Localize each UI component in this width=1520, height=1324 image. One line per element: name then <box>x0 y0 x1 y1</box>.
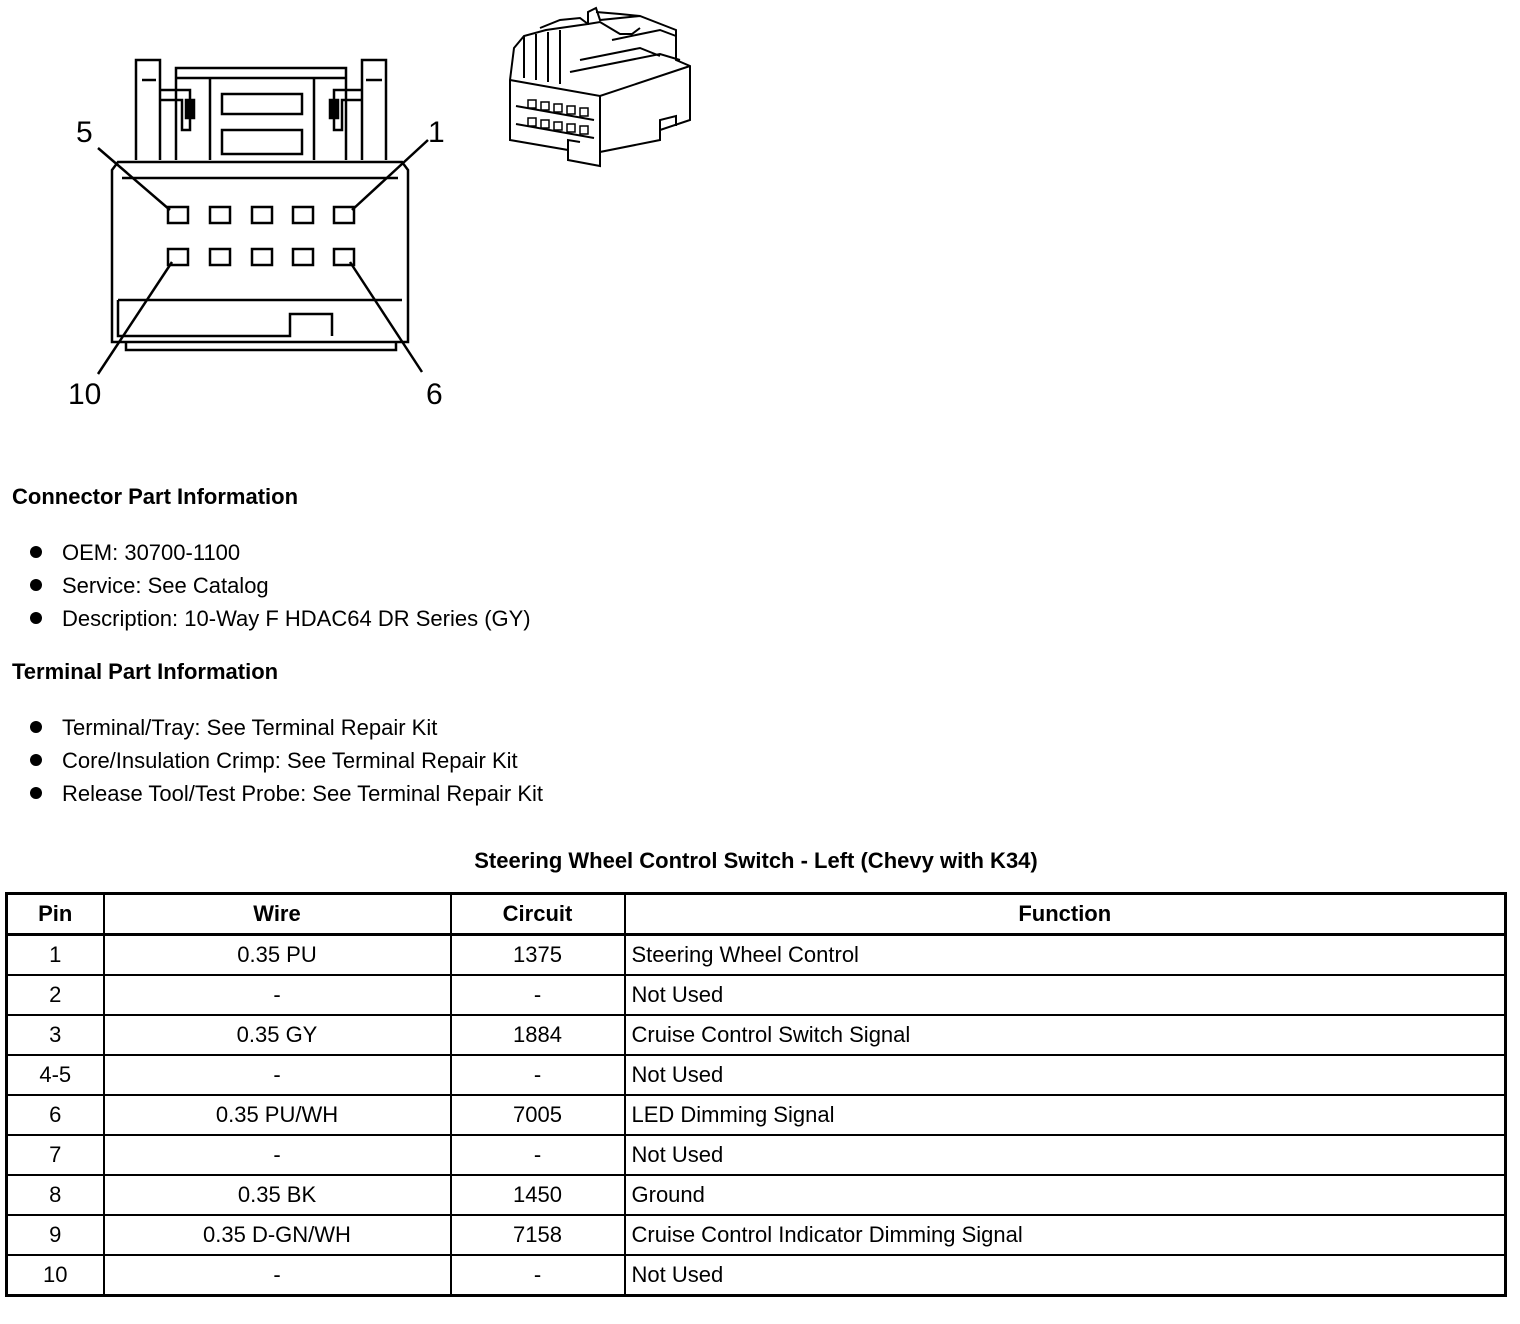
cell-pin: 7 <box>7 1135 104 1175</box>
list-item <box>30 602 531 635</box>
cell-wire: 0.35 D-GN/WH <box>104 1215 451 1255</box>
list-item-text: Description: 10-Way F HDAC64 DR Series (GY) <box>62 606 531 631</box>
list-item-text: Core/Insulation Crimp: See Terminal Repair Kit <box>62 748 518 773</box>
cell-pin: 8 <box>7 1175 104 1215</box>
table-row <box>7 1055 1506 1095</box>
list-item <box>30 777 543 810</box>
terminal-info-list <box>30 711 543 810</box>
connector-face-body <box>112 162 408 350</box>
cell-pin: 9 <box>7 1215 104 1255</box>
connector-info-heading: Connector Part Information <box>12 484 299 509</box>
cell-circuit: - <box>451 975 625 1015</box>
cell-wire: 0.35 PU/WH <box>104 1095 451 1135</box>
cell-function: Ground <box>625 1175 1506 1215</box>
cell-pin: 3 <box>7 1015 104 1055</box>
cell-pin: 10 <box>7 1255 104 1296</box>
callout-pin-10: 10 <box>68 378 102 411</box>
cell-function: Steering Wheel Control <box>625 935 1506 976</box>
cell-circuit: 1450 <box>451 1175 625 1215</box>
connector-info-list <box>30 536 531 635</box>
list-item-text: Terminal/Tray: See Terminal Repair Kit <box>62 715 438 740</box>
connector-face-latch <box>136 60 386 160</box>
bullet-icon <box>30 787 42 799</box>
bullet-icon <box>30 612 42 624</box>
list-item <box>30 569 531 602</box>
column-header-circuit: Circuit <box>451 894 625 935</box>
table-row <box>7 1215 1506 1255</box>
cell-function: LED Dimming Signal <box>625 1095 1506 1135</box>
cell-circuit: - <box>451 1055 625 1095</box>
table-row <box>7 1135 1506 1175</box>
bullet-icon <box>30 546 42 558</box>
cavity-pin-2 <box>293 207 313 223</box>
callout-pin-1: 1 <box>428 116 445 149</box>
cell-function: Cruise Control Switch Signal <box>625 1015 1506 1055</box>
cavity-pin-1 <box>334 207 354 223</box>
table-header-row <box>7 894 1506 935</box>
table-row <box>7 935 1506 976</box>
list-item-text: Service: See Catalog <box>62 573 269 598</box>
cell-wire: 0.35 GY <box>104 1015 451 1055</box>
cavity-pin-8 <box>252 249 272 265</box>
cavity-pin-9 <box>210 249 230 265</box>
cell-pin: 6 <box>7 1095 104 1135</box>
callout-pin-6: 6 <box>426 378 443 411</box>
cell-circuit: - <box>451 1135 625 1175</box>
bullet-icon <box>30 721 42 733</box>
cell-circuit: 7158 <box>451 1215 625 1255</box>
cell-wire: - <box>104 1135 451 1175</box>
connector-diagram <box>0 0 720 430</box>
connector-isometric-illustration <box>510 8 690 166</box>
column-header-pin: Pin <box>7 894 104 935</box>
cavity-pin-5 <box>168 207 188 223</box>
pin-leader-lines <box>98 140 428 374</box>
list-item-text: OEM: 30700-1100 <box>62 540 241 565</box>
cell-wire: - <box>104 975 451 1015</box>
cell-wire: 0.35 PU <box>104 935 451 976</box>
cell-pin: 1 <box>7 935 104 976</box>
table-row <box>7 1255 1506 1296</box>
terminal-info-heading: Terminal Part Information <box>12 659 279 684</box>
callout-pin-5: 5 <box>76 116 93 149</box>
cell-circuit: - <box>451 1255 625 1296</box>
list-item <box>30 536 531 569</box>
cell-circuit: 1884 <box>451 1015 625 1055</box>
list-item <box>30 711 543 744</box>
pin-cavities-bottom-row <box>168 249 354 265</box>
cell-wire: - <box>104 1055 451 1095</box>
cell-wire: - <box>104 1255 451 1296</box>
bullet-icon <box>30 754 42 766</box>
table-row <box>7 1095 1506 1135</box>
cell-pin: 2 <box>7 975 104 1015</box>
cell-function: Cruise Control Indicator Dimming Signal <box>625 1215 1506 1255</box>
cell-pin: 4-5 <box>7 1055 104 1095</box>
cavity-pin-4 <box>210 207 230 223</box>
list-item <box>30 744 543 777</box>
cell-function: Not Used <box>625 975 1506 1015</box>
cell-function: Not Used <box>625 1135 1506 1175</box>
cavity-pin-7 <box>293 249 313 265</box>
bullet-icon <box>30 579 42 591</box>
column-header-function: Function <box>625 894 1506 935</box>
column-header-wire: Wire <box>104 894 451 935</box>
pinout-table-title: Steering Wheel Control Switch - Left (Chevy with K34) <box>474 848 1038 873</box>
pin-cavities-top-row <box>168 207 354 223</box>
list-item-text: Release Tool/Test Probe: See Terminal Repair Kit <box>62 781 543 806</box>
pinout-table <box>5 892 1507 1297</box>
cavity-pin-3 <box>252 207 272 223</box>
cell-circuit: 1375 <box>451 935 625 976</box>
cell-circuit: 7005 <box>451 1095 625 1135</box>
cell-wire: 0.35 BK <box>104 1175 451 1215</box>
table-row <box>7 1015 1506 1055</box>
table-row <box>7 975 1506 1015</box>
cell-function: Not Used <box>625 1255 1506 1296</box>
table-row <box>7 1175 1506 1215</box>
cell-function: Not Used <box>625 1055 1506 1095</box>
